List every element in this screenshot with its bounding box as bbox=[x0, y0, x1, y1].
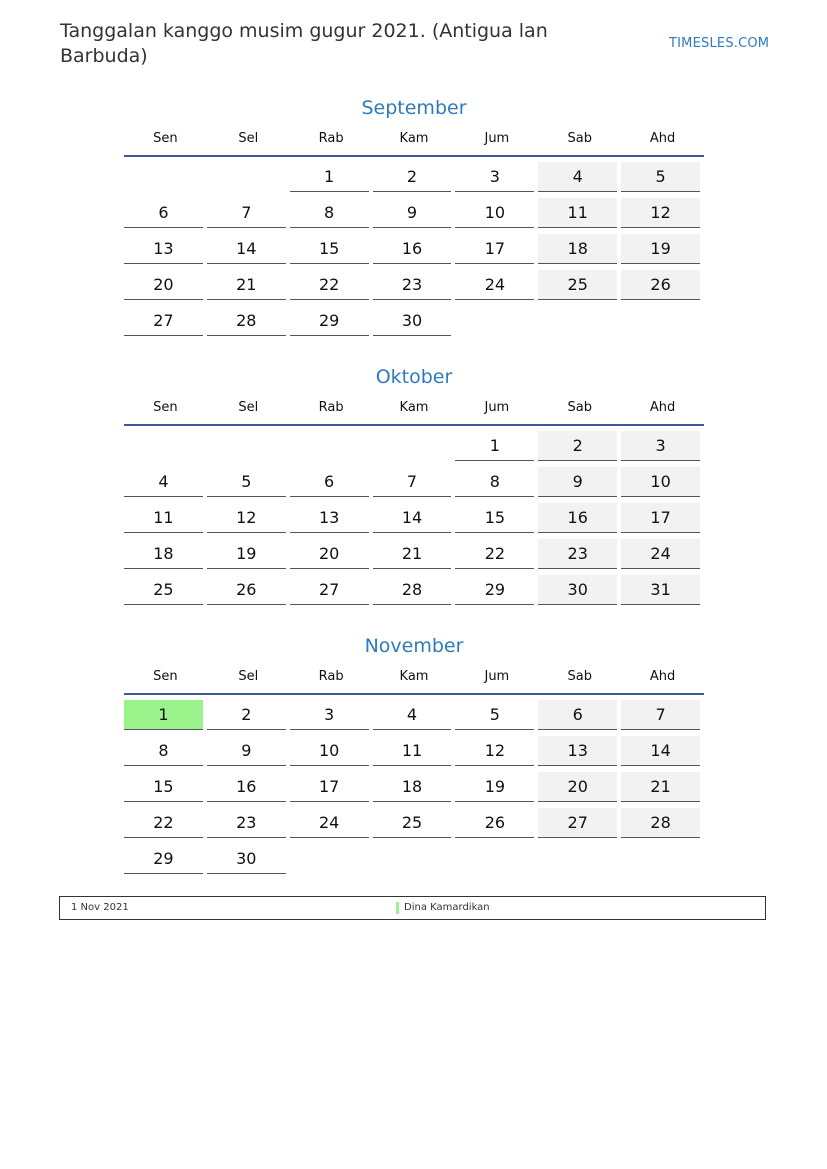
day-cell: 13 bbox=[538, 736, 617, 766]
day-cell: 3 bbox=[621, 431, 700, 461]
empty-day-cell bbox=[621, 844, 700, 874]
day-cell: 2 bbox=[207, 700, 286, 730]
month-november bbox=[124, 633, 704, 880]
empty-day-cell bbox=[538, 844, 617, 874]
day-cell: 10 bbox=[621, 467, 700, 497]
weekday-label: Rab bbox=[318, 131, 344, 146]
week-row bbox=[124, 162, 704, 198]
day-cell: 8 bbox=[290, 198, 369, 228]
day-cell: 8 bbox=[124, 736, 203, 766]
day-cell: 29 bbox=[124, 844, 203, 874]
day-cell: 15 bbox=[290, 234, 369, 264]
day-cell: 30 bbox=[538, 575, 617, 605]
weekday-label: Sel bbox=[238, 400, 259, 415]
weekday-label: Jum bbox=[484, 669, 510, 684]
day-cell: 5 bbox=[455, 700, 534, 730]
weekday-label: Sel bbox=[238, 131, 259, 146]
day-cell: 9 bbox=[373, 198, 452, 228]
day-cell: 20 bbox=[538, 772, 617, 802]
empty-day-cell bbox=[290, 844, 369, 874]
weekday-label: Rab bbox=[318, 400, 344, 415]
day-cell: 3 bbox=[455, 162, 534, 192]
day-cell: 11 bbox=[373, 736, 452, 766]
weekday-label: Sab bbox=[567, 669, 592, 684]
week-row bbox=[124, 539, 704, 575]
day-cell: 7 bbox=[621, 700, 700, 730]
week-row bbox=[124, 234, 704, 270]
weekday-label: Sab bbox=[567, 400, 592, 415]
day-cell: 28 bbox=[207, 306, 286, 336]
day-cell: 22 bbox=[455, 539, 534, 569]
weekday-label: Ahd bbox=[649, 131, 676, 146]
day-cell: 21 bbox=[207, 270, 286, 300]
day-cell: 11 bbox=[538, 198, 617, 228]
empty-day-cell bbox=[207, 431, 286, 461]
day-cell: 26 bbox=[455, 808, 534, 838]
legend-color-swatch bbox=[396, 902, 399, 914]
day-cell: 19 bbox=[455, 772, 534, 802]
day-cell: 25 bbox=[124, 575, 203, 605]
day-cell: 30 bbox=[207, 844, 286, 874]
week-row bbox=[124, 306, 704, 342]
day-cell: 17 bbox=[455, 234, 534, 264]
month-title: September bbox=[361, 97, 467, 119]
day-cell: 5 bbox=[207, 467, 286, 497]
empty-day-cell bbox=[290, 431, 369, 461]
weekday-label: Kam bbox=[399, 669, 429, 684]
day-cell: 28 bbox=[621, 808, 700, 838]
day-cell: 19 bbox=[621, 234, 700, 264]
day-cell: 8 bbox=[455, 467, 534, 497]
day-cell: 3 bbox=[290, 700, 369, 730]
week-row bbox=[124, 270, 704, 306]
weekday-label: Sel bbox=[238, 669, 259, 684]
weekday-header bbox=[124, 131, 704, 157]
weeks bbox=[124, 695, 704, 880]
day-cell: 22 bbox=[124, 808, 203, 838]
day-cell: 2 bbox=[538, 431, 617, 461]
week-row bbox=[124, 700, 704, 736]
empty-day-cell bbox=[124, 431, 203, 461]
weekday-header bbox=[124, 400, 704, 426]
empty-day-cell bbox=[124, 162, 203, 192]
day-cell: 29 bbox=[290, 306, 369, 336]
day-cell: 20 bbox=[290, 539, 369, 569]
legend-date: 1 Nov 2021 bbox=[71, 902, 129, 913]
weeks bbox=[124, 157, 704, 342]
day-cell: 1 bbox=[290, 162, 369, 192]
day-cell: 12 bbox=[207, 503, 286, 533]
day-cell: 24 bbox=[455, 270, 534, 300]
day-cell: 25 bbox=[538, 270, 617, 300]
day-cell: 2 bbox=[373, 162, 452, 192]
empty-day-cell bbox=[207, 162, 286, 192]
day-cell: 23 bbox=[207, 808, 286, 838]
weekday-label: Ahd bbox=[649, 400, 676, 415]
day-cell: 15 bbox=[124, 772, 203, 802]
day-cell: 27 bbox=[290, 575, 369, 605]
day-cell: 26 bbox=[621, 270, 700, 300]
day-cell: 25 bbox=[373, 808, 452, 838]
month-title: November bbox=[364, 635, 464, 657]
day-cell: 24 bbox=[621, 539, 700, 569]
week-row bbox=[124, 431, 704, 467]
week-row bbox=[124, 808, 704, 844]
week-row bbox=[124, 198, 704, 234]
day-cell: 6 bbox=[124, 198, 203, 228]
week-row bbox=[124, 503, 704, 539]
weekday-header bbox=[124, 669, 704, 695]
day-cell: 12 bbox=[621, 198, 700, 228]
holiday-legend bbox=[59, 896, 766, 920]
empty-day-cell bbox=[373, 844, 452, 874]
day-cell: 9 bbox=[538, 467, 617, 497]
day-cell: 21 bbox=[373, 539, 452, 569]
weekday-label: Sen bbox=[153, 131, 178, 146]
day-cell: 23 bbox=[538, 539, 617, 569]
weekday-label: Rab bbox=[318, 669, 344, 684]
day-cell: 5 bbox=[621, 162, 700, 192]
weeks bbox=[124, 426, 704, 611]
day-cell: 1 bbox=[455, 431, 534, 461]
day-cell: 20 bbox=[124, 270, 203, 300]
weekday-label: Jum bbox=[484, 131, 510, 146]
week-row bbox=[124, 575, 704, 611]
day-cell: 9 bbox=[207, 736, 286, 766]
week-row bbox=[124, 736, 704, 772]
day-cell: 13 bbox=[290, 503, 369, 533]
day-cell: 19 bbox=[207, 539, 286, 569]
day-cell: 27 bbox=[538, 808, 617, 838]
day-cell: 31 bbox=[621, 575, 700, 605]
month-title: Oktober bbox=[375, 366, 453, 388]
day-cell: 29 bbox=[455, 575, 534, 605]
day-cell: 16 bbox=[538, 503, 617, 533]
weekday-label: Kam bbox=[399, 131, 429, 146]
weekday-label: Sen bbox=[153, 669, 178, 684]
day-cell: 22 bbox=[290, 270, 369, 300]
legend-holiday-name: Dina Kamardikan bbox=[404, 902, 490, 913]
day-cell: 21 bbox=[621, 772, 700, 802]
day-cell: 30 bbox=[373, 306, 452, 336]
empty-day-cell bbox=[455, 844, 534, 874]
page-title: Tanggalan kanggo musim gugur 2021. (Antigua lan Barbuda) bbox=[60, 20, 548, 67]
day-cell: 11 bbox=[124, 503, 203, 533]
day-cell: 4 bbox=[124, 467, 203, 497]
day-cell: 18 bbox=[538, 234, 617, 264]
day-cell: 12 bbox=[455, 736, 534, 766]
day-cell: 16 bbox=[373, 234, 452, 264]
day-cell: 4 bbox=[538, 162, 617, 192]
weekday-label: Kam bbox=[399, 400, 429, 415]
day-cell: 4 bbox=[373, 700, 452, 730]
week-row bbox=[124, 467, 704, 503]
day-cell: 17 bbox=[621, 503, 700, 533]
month-oktober bbox=[124, 364, 704, 611]
day-cell: 6 bbox=[538, 700, 617, 730]
day-cell: 28 bbox=[373, 575, 452, 605]
day-cell: 7 bbox=[207, 198, 286, 228]
day-cell: 10 bbox=[290, 736, 369, 766]
empty-day-cell bbox=[455, 306, 534, 336]
holiday-day-cell: 1 bbox=[124, 700, 203, 730]
day-cell: 18 bbox=[124, 539, 203, 569]
empty-day-cell bbox=[621, 306, 700, 336]
weekday-label: Ahd bbox=[649, 669, 676, 684]
weekday-label: Jum bbox=[484, 400, 510, 415]
day-cell: 6 bbox=[290, 467, 369, 497]
site-link[interactable]: TIMESLES.COM bbox=[669, 36, 770, 51]
weekday-label: Sab bbox=[567, 131, 592, 146]
day-cell: 14 bbox=[373, 503, 452, 533]
weekday-label: Sen bbox=[153, 400, 178, 415]
week-row bbox=[124, 844, 704, 880]
empty-day-cell bbox=[538, 306, 617, 336]
day-cell: 27 bbox=[124, 306, 203, 336]
day-cell: 18 bbox=[373, 772, 452, 802]
day-cell: 17 bbox=[290, 772, 369, 802]
day-cell: 23 bbox=[373, 270, 452, 300]
day-cell: 15 bbox=[455, 503, 534, 533]
day-cell: 24 bbox=[290, 808, 369, 838]
day-cell: 7 bbox=[373, 467, 452, 497]
day-cell: 13 bbox=[124, 234, 203, 264]
empty-day-cell bbox=[373, 431, 452, 461]
month-september bbox=[124, 95, 704, 342]
day-cell: 26 bbox=[207, 575, 286, 605]
day-cell: 14 bbox=[207, 234, 286, 264]
week-row bbox=[124, 772, 704, 808]
day-cell: 16 bbox=[207, 772, 286, 802]
day-cell: 14 bbox=[621, 736, 700, 766]
day-cell: 10 bbox=[455, 198, 534, 228]
